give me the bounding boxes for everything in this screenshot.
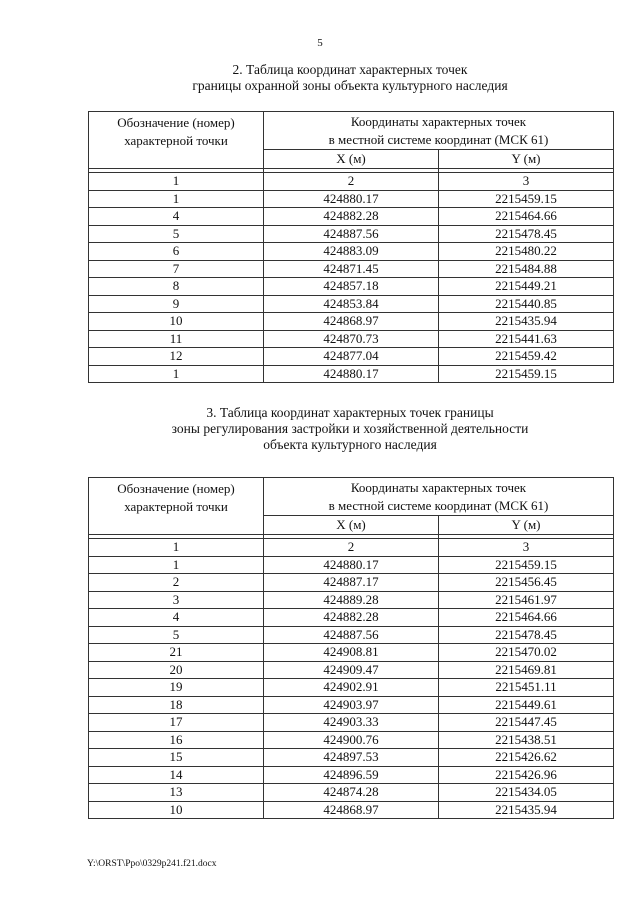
x-coordinate-cell: 424908.81	[264, 644, 439, 662]
table-row	[89, 330, 614, 348]
y-coordinate-cell: 2215469.81	[439, 661, 614, 679]
table2-header-coordinates	[264, 478, 614, 516]
table2-column-numbering	[89, 539, 614, 557]
table2-header-col1-line: характерной точки	[124, 499, 228, 514]
x-coordinate-cell: 424903.33	[264, 714, 439, 732]
document-file-path: Y:\ORST\Ppo\0329p241.f21.docx	[87, 859, 217, 869]
table2-title-line: 3. Таблица координат характерных точек границы	[206, 405, 494, 420]
table-row	[89, 260, 614, 278]
y-coordinate-cell: 2215461.97	[439, 591, 614, 609]
y-coordinate-cell: 2215478.45	[439, 225, 614, 243]
x-coordinate-cell: 424882.28	[264, 609, 439, 627]
table1-column-numbering	[89, 173, 614, 191]
table1-title-line: границы охранной зоны объекта культурного наследия	[192, 78, 508, 93]
point-number-cell: 13	[89, 784, 264, 802]
x-coordinate-cell: 424889.28	[264, 591, 439, 609]
x-coordinate-cell: 424877.04	[264, 348, 439, 366]
table1-title-line: 2. Таблица координат характерных точек	[232, 62, 468, 77]
x-coordinate-cell: 424887.56	[264, 225, 439, 243]
x-coordinate-cell: 424868.97	[264, 313, 439, 331]
x-coordinate-cell: 424870.73	[264, 330, 439, 348]
table2-numbering-cell: 3	[439, 539, 614, 557]
table1-numbering-cell: 3	[439, 173, 614, 191]
table-row	[89, 714, 614, 732]
table-row	[89, 225, 614, 243]
x-coordinate-cell: 424874.28	[264, 784, 439, 802]
table2-header-coords-line: Координаты характерных точек	[350, 480, 527, 495]
table-row	[89, 609, 614, 627]
x-coordinate-cell: 424902.91	[264, 679, 439, 697]
page-number: 5	[317, 37, 323, 49]
y-coordinate-cell: 2215438.51	[439, 731, 614, 749]
table-row	[89, 784, 614, 802]
x-coordinate-cell: 424897.53	[264, 749, 439, 767]
table-row	[89, 679, 614, 697]
table2-header-col1-line: Обозначение (номер)	[117, 481, 235, 496]
table-row	[89, 801, 614, 819]
point-number-cell: 6	[89, 243, 264, 261]
table-row	[89, 313, 614, 331]
table-row	[89, 766, 614, 784]
table1-header-coordinates	[264, 112, 614, 150]
point-number-cell: 5	[89, 225, 264, 243]
table2-numbering-cell: 2	[264, 539, 439, 557]
y-coordinate-cell: 2215447.45	[439, 714, 614, 732]
table-row	[89, 644, 614, 662]
y-coordinate-cell: 2215434.05	[439, 784, 614, 802]
table-row	[89, 626, 614, 644]
x-coordinate-cell: 424868.97	[264, 801, 439, 819]
y-coordinate-cell: 2215449.61	[439, 696, 614, 714]
y-coordinate-cell: 2215470.02	[439, 644, 614, 662]
table-row	[89, 749, 614, 767]
x-coordinate-cell: 424853.84	[264, 295, 439, 313]
y-coordinate-cell: 2215459.15	[439, 556, 614, 574]
table1-header-coords-line: в местной системе координат (МСК 61)	[328, 132, 549, 147]
point-number-cell: 10	[89, 313, 264, 331]
y-coordinate-cell: 2215426.96	[439, 766, 614, 784]
y-coordinate-cell: 2215435.94	[439, 313, 614, 331]
table2-title	[0, 405, 640, 453]
point-number-cell: 8	[89, 278, 264, 296]
table1-header-col1-line: характерной точки	[124, 133, 228, 148]
table2-numbering-cell: 1	[89, 539, 264, 557]
table2-coordinates	[88, 477, 614, 819]
x-coordinate-cell: 424883.09	[264, 243, 439, 261]
y-coordinate-cell: 2215449.21	[439, 278, 614, 296]
point-number-cell: 1	[89, 556, 264, 574]
table-row	[89, 365, 614, 383]
point-number-cell: 2	[89, 574, 264, 592]
table2-title-line: зоны регулирования застройки и хозяйственной деятельности	[171, 421, 529, 436]
table1-numbering-cell: 2	[264, 173, 439, 191]
point-number-cell: 3	[89, 591, 264, 609]
y-coordinate-cell: 2215459.15	[439, 190, 614, 208]
x-coordinate-cell: 424900.76	[264, 731, 439, 749]
point-number-cell: 15	[89, 749, 264, 767]
x-coordinate-cell: 424896.59	[264, 766, 439, 784]
y-coordinate-cell: 2215480.22	[439, 243, 614, 261]
point-number-cell: 7	[89, 260, 264, 278]
table-row	[89, 348, 614, 366]
table-row	[89, 208, 614, 226]
table1-header-coords-line: Координаты характерных точек	[350, 114, 527, 129]
point-number-cell: 12	[89, 348, 264, 366]
y-coordinate-cell: 2215441.63	[439, 330, 614, 348]
table-row	[89, 243, 614, 261]
x-coordinate-cell: 424871.45	[264, 260, 439, 278]
point-number-cell: 10	[89, 801, 264, 819]
y-coordinate-cell: 2215459.15	[439, 365, 614, 383]
table1-header-y: Y (м)	[439, 150, 614, 169]
x-coordinate-cell: 424880.17	[264, 190, 439, 208]
table2-header-coords-line: в местной системе координат (МСК 61)	[328, 498, 549, 513]
x-coordinate-cell: 424880.17	[264, 365, 439, 383]
y-coordinate-cell: 2215451.11	[439, 679, 614, 697]
table-row	[89, 731, 614, 749]
table-row	[89, 574, 614, 592]
y-coordinate-cell: 2215435.94	[439, 801, 614, 819]
y-coordinate-cell: 2215426.62	[439, 749, 614, 767]
table1-header-point-designation	[89, 112, 264, 169]
y-coordinate-cell: 2215459.42	[439, 348, 614, 366]
table2-header-y: Y (м)	[439, 516, 614, 535]
point-number-cell: 4	[89, 208, 264, 226]
table-row	[89, 661, 614, 679]
point-number-cell: 14	[89, 766, 264, 784]
table2-header-point-designation	[89, 478, 264, 535]
point-number-cell: 1	[89, 365, 264, 383]
table-row	[89, 278, 614, 296]
y-coordinate-cell: 2215464.66	[439, 609, 614, 627]
point-number-cell: 21	[89, 644, 264, 662]
table1-header-col1-line: Обозначение (номер)	[117, 115, 235, 130]
point-number-cell: 9	[89, 295, 264, 313]
table1-header-x: X (м)	[264, 150, 439, 169]
table-row	[89, 556, 614, 574]
point-number-cell: 4	[89, 609, 264, 627]
table-row	[89, 591, 614, 609]
y-coordinate-cell: 2215484.88	[439, 260, 614, 278]
point-number-cell: 16	[89, 731, 264, 749]
x-coordinate-cell: 424880.17	[264, 556, 439, 574]
y-coordinate-cell: 2215478.45	[439, 626, 614, 644]
table-row	[89, 190, 614, 208]
y-coordinate-cell: 2215456.45	[439, 574, 614, 592]
table1-title	[0, 62, 640, 94]
point-number-cell: 11	[89, 330, 264, 348]
table1-body	[89, 190, 614, 383]
point-number-cell: 20	[89, 661, 264, 679]
point-number-cell: 1	[89, 190, 264, 208]
table-row	[89, 295, 614, 313]
table1-coordinates	[88, 111, 614, 383]
x-coordinate-cell: 424903.97	[264, 696, 439, 714]
table1-numbering-cell: 1	[89, 173, 264, 191]
point-number-cell: 17	[89, 714, 264, 732]
x-coordinate-cell: 424887.17	[264, 574, 439, 592]
table2-header-x: X (м)	[264, 516, 439, 535]
x-coordinate-cell: 424887.56	[264, 626, 439, 644]
x-coordinate-cell: 424909.47	[264, 661, 439, 679]
point-number-cell: 19	[89, 679, 264, 697]
x-coordinate-cell: 424882.28	[264, 208, 439, 226]
x-coordinate-cell: 424857.18	[264, 278, 439, 296]
point-number-cell: 18	[89, 696, 264, 714]
table2-body	[89, 556, 614, 819]
point-number-cell: 5	[89, 626, 264, 644]
table-row	[89, 696, 614, 714]
y-coordinate-cell: 2215440.85	[439, 295, 614, 313]
table2-title-line: объекта культурного наследия	[263, 437, 437, 452]
y-coordinate-cell: 2215464.66	[439, 208, 614, 226]
